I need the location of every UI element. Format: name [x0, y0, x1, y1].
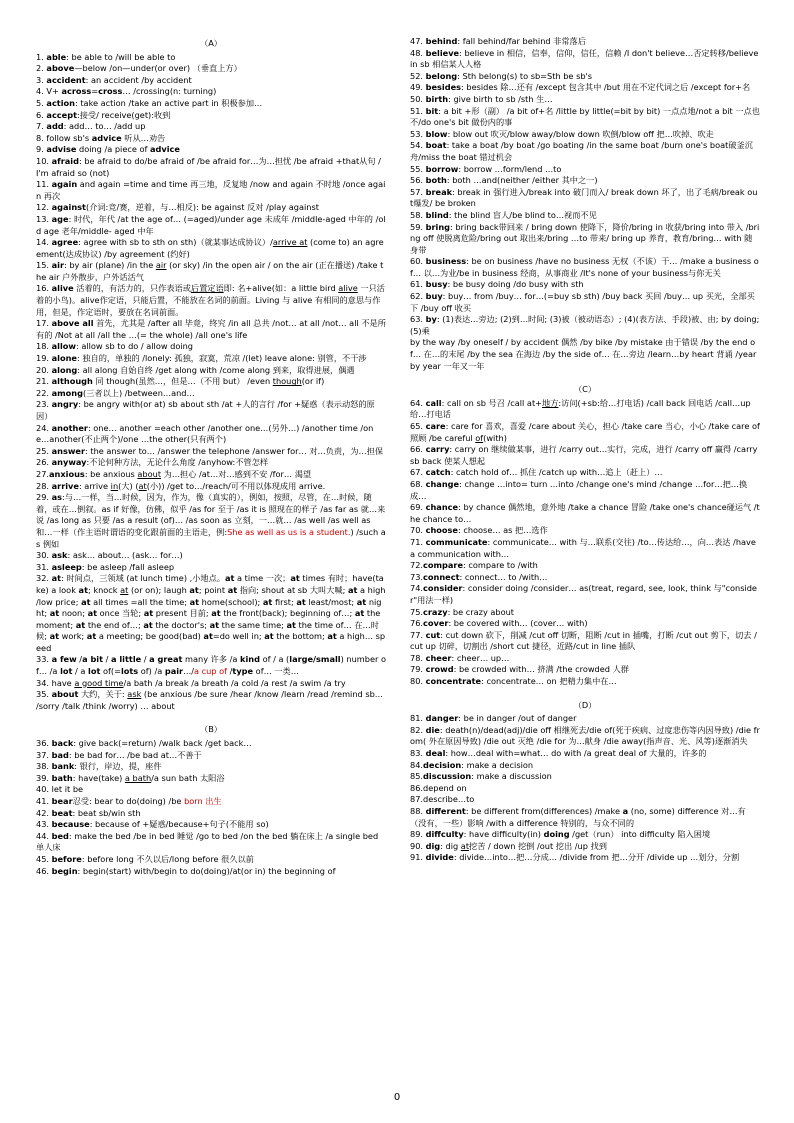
- vocab-entry: 54. boat: take a boat /by boat /go boating /in the same boat /burn one's boat破釜沉舟/miss the boat 错过机会: [410, 140, 753, 162]
- vocab-entry: 56. both: both …and(neither /either 其中之一): [410, 175, 598, 186]
- vocab-entry: 57. break: break in 强行进入/break into 破门而入/ break down 坏了，出了毛病/break out爆发/ be broken: [410, 186, 758, 209]
- vocab-entry: 23. angry: be angry with(or at) sb about sth /at +人的言行 /for +疑惑（表示动怒的原因）: [36, 399, 375, 421]
- vocab-entry: 6. accept:接受/ receive(get):收到: [36, 109, 171, 120]
- vocab-entry: 1. able: be able to /will be able to: [36, 51, 176, 62]
- vocab-entry: 53. blow: blow out 吹灭/blow away/blow down 吹倒/blow off 把…吹掉、吹走: [410, 128, 714, 139]
- vocab-entry: 44. bed: make the bed /be in bed 睡觉 /go to bed /on the bed 躺在床上 /a single bed 单人床: [36, 830, 379, 853]
- vocab-entry: 64. call: call on sb 号召 /call at+地方:访问(+sb:给…打电话) /call back 回电话 /call…up 给…打电话: [410, 397, 751, 420]
- vocab-entry: 25. answer: the answer to… /answer the telephone /answer for… 对…负责，为…担保: [36, 445, 384, 456]
- vocab-entry: by the way /by oneself / by accident 偶然 /by bike /by mistake 由于错误 /by the end of… 在…的末尾 /by the sea 在海边 /by the side of… 在…旁边 /learn…by heart 背诵 /year by year 一年又一年: [410, 337, 757, 371]
- vocab-entry: 14. agree: agree with sb to sth on sth)（就某事达成协议）/arrive at (come to) an agreement(达成协议) /by agreement (约好): [36, 237, 384, 259]
- vocab-entry: 11. again and again =time and time 再三地，反复地 /now and again 不时地 /once again 再次: [36, 179, 386, 201]
- vocab-entry: 80. concentrate: concentrate… on 把精力集中在…: [410, 676, 617, 687]
- vocab-entry: 21. although 同 though(虽然…，但是…（不用 but） /even though(or if): [36, 376, 325, 387]
- left-column: [36, 36, 386, 877]
- vocab-entry: 28. arrive: arrive in(大) (at(小)) /get to…/reach/可不用以体现成用 arrive.: [36, 480, 326, 491]
- vocab-entry: 65. care: care for 喜欢，喜爱 /care about 关心，担心 /take care 当心，小心 /take care of 照顾 /be careful of(with): [410, 421, 760, 443]
- vocab-entry: 59. bring: bring back带回来 / bring down 使降下，降价/bring in 收获/bring into 带入 /bring off 使脱离危险/bring out 取出来/bring …to 带来/ bring up 养育，教育/bring… with 随身带: [410, 221, 760, 255]
- vocab-entry: 91. divide: divide…into…把…分成… /divide from 把…分开 /divide up …划分，分割: [410, 852, 740, 863]
- vocab-entry: 38. bank: 银行，岸边，提，座件: [36, 761, 162, 772]
- vocab-entry: 5. action: take action /take an active part in 积极参加…: [36, 97, 263, 108]
- vocab-entry: 42. beat: beat sb/win sth: [36, 807, 141, 818]
- vocab-entry: 72.compare: compare to /with: [410, 560, 538, 571]
- vocab-entry: 34. have a good time/a bath /a break /a breath /a cold /a rest /a swim /a try: [36, 677, 346, 688]
- entries-b-continued: [410, 36, 760, 372]
- vocab-entry: 33. a few /a bit / a little / a great many 许多 /a kind of / a (large/small) number of… /a lot / a lot of(=lots of) /a pair…/a cup of /type of… 一类…: [36, 654, 386, 677]
- vocab-entry: 66. carry: carry on 继续做某事，进行 /carry out…实行，完成，进行 /carry off 赢得 /carry sb back 使某人想起: [410, 444, 758, 466]
- vocab-entry: 2. above—below /on—under(or over) （垂直上方）: [36, 63, 242, 74]
- vocab-entry: 36. back: give back(=return) /walk back /get back…: [36, 738, 252, 749]
- entries-b: [36, 738, 386, 877]
- vocab-entry: 52. belong: Sth belong(s) to sb=Sth be sb's: [410, 70, 593, 81]
- vocab-entry: 7. add: add… to… /add up: [36, 121, 146, 132]
- vocab-entry: 84.decision: make a decision: [410, 759, 534, 770]
- vocab-entry: 71. communicate: communicate… with 与…联系(交往) /to…传达给…，向…表达 /have a communication with…: [410, 536, 756, 559]
- vocab-entry: 45. before: before long 不久以后/long before 很久以前: [36, 853, 254, 864]
- vocab-entry: 63. by: (1)表达…旁边; (2)到…时间; (3)被（被动语态）; (4)(表方法、手段)被、由; by doing; (5)乘: [410, 314, 760, 336]
- section-a-heading: （A）: [200, 38, 222, 48]
- vocab-entry: 18. allow: allow sb to do / allow doing: [36, 341, 193, 352]
- vocab-entry: 77. cut: cut down 砍下，削减 /cut off 切断，阻断 /cut in 插嘴，打断 /cut out 剪下，切去 /cut up 切碎，切割出 /short cut 捷径，近路/cut in line 插队: [410, 629, 757, 652]
- vocab-entry: 16. alive 活着的，有活力的，只作表语或后置定语即: 名+alive(如：a little bird alive 一只活着的小鸟)。alive作定语，只能后置，不能放在名词的前面。Living 与 alive 有相同的意思与作用，但是，作定语时，要放在名词前面。: [36, 283, 385, 317]
- vocab-entry: 55. borrow: borrow …form/lend …to: [410, 163, 562, 174]
- vocab-entry: 87.describe…to: [410, 794, 475, 805]
- vocab-entry: 61. busy: be busy doing /do busy with sth: [410, 279, 584, 290]
- vocab-entry: 4. V+ across=cross… /crossing(n: turning): [36, 86, 217, 97]
- vocab-entry: 3. accident: an accident /by accident: [36, 74, 192, 85]
- vocab-entry: 62. buy: buy… from /buy… for…(=buy sb sth) /buy back 买回 /buy… up 买光，全部买下 /buy off 收买: [410, 291, 755, 313]
- vocab-entry: 30. ask: ask… about… (ask… for…): [36, 550, 183, 561]
- vocab-entry: 48. believe: believe in 相信，信奉，信仰，信任，信赖 /I don't believe…否定转移/believe in sb 相信某人人格: [410, 47, 759, 70]
- vocab-entry: 74.consider: consider doing /consider… as(treat, regard, see, look, think 与"consider"用法一样): [410, 583, 757, 605]
- vocab-entry: 29. as:与…一样，当…时候，因为，作为，像（真实的），例如，按照，尽管，在…时候，随着，或在…倒叙。as if 好像，仿佛，似乎 /as for 至于 /as it is 照现在的样子 /as far as 就…来说 /as long as 只要 /as a result (of)… /as soon as 立刻，一…就… /as well /as well as 和…一样（作主语时谓语的变化跟前面的主语走，例:She as well as us is a student.) /such as 例如: [36, 492, 386, 549]
- vocab-entry: 22. among(三者以上) /between…and…: [36, 387, 195, 398]
- vocab-entry: 88. different: be different from(differences) /make a (no, some) difference 对…有（没有，一些）影响 /with a difference 特别的，与众不同的: [410, 806, 746, 828]
- vocab-entry: 31. asleep: be asleep /fall asleep: [36, 561, 175, 572]
- vocab-entry: 32. at: 时间点，三领域 (at lunch time) ,小地点。at a time 一次；at times 有时；have(take) a look at; knock at (or on); laugh at; point at 指向; shout at sb 大叫大喊; at a high /low price; at all times =all the time; at home(school); at first; at least/most; at night; at noon; at once 当轮; at present 目前; at the front(back); beginning of…; at the moment; at the end of…; at the doctor's; at the same time; at the time of… 在…时候; at work; at a meeting; be good(bad) at=do well in; at the bottom; at a high… speed: [36, 573, 386, 653]
- vocab-entry: 12. against(介词:竞/赛，逆着，与…相反): be against 反对 /play against: [36, 202, 319, 213]
- vocab-entry: 41. bear忍受: bear to do(doing) /be born 出生: [36, 796, 222, 806]
- section-c-heading: （C）: [573, 384, 597, 395]
- vocab-entry: 70. choose: choose… as 把…选作: [410, 525, 548, 536]
- vocab-entry: 10. afraid: be afraid to do/be afraid of /be afraid for…为…担忧 /be afraid +that从句 /I'm afraid so (not): [36, 155, 381, 178]
- vocab-entry: 17. above all 首先，尤其是 /after all 毕竟，终究 /in all 总共 /not… at all /not… all 不是所有的 /Not at all /all the …(= the whole) /all one's life: [36, 318, 386, 340]
- vocab-entry: 58. blind: the blind 盲人/be blind to…视而不见: [410, 209, 597, 220]
- vocab-entry: 85.discussion: make a discussion: [410, 771, 552, 782]
- vocab-entry: 75.crazy: be crazy about: [410, 606, 515, 617]
- entries-d: [410, 713, 760, 864]
- vocab-entry: 37. bad: be bad for… /be bad at…不善于: [36, 749, 202, 760]
- vocab-entry: 90. dig: dig at挖苦 / down 挖倒 /out 挖出 /up 找到: [410, 840, 607, 851]
- vocab-entry: 79. crowd: be crowded with… 挤满 /the crowded 人群: [410, 664, 629, 675]
- vocab-entry: 67. catch: catch hold of… 抓住 /catch up with…追上（赶上）…: [410, 467, 663, 478]
- vocab-entry: 26. anyway:不论何种方法，无论什么角度 /anyhow:不管怎样: [36, 457, 269, 468]
- vocab-entry: 13. age: 时代，年代 /at the age of… (=aged)/under age 未成年 /middle-aged 中年的 /old age 老年/middle- aged 中年: [36, 213, 386, 236]
- vocab-entry: 89. diffculty: have difficulty(in) doing /get（run） into difficulty 陷入困境: [410, 829, 711, 840]
- vocab-entry: 81. danger: be in danger /out of danger: [410, 713, 577, 724]
- vocab-entry: 46. begin: begin(start) with/begin to do(doing)/at(or in) the beginning of: [36, 865, 336, 876]
- vocab-entry: 76.cover: be covered with… (cover… with): [410, 618, 588, 629]
- vocab-entry: 19. alone: 独自的，单独的 /lonely: 孤独，寂寞，荒凉 /(let) leave alone: 别管，不干涉: [36, 353, 367, 364]
- entries-c: [410, 398, 760, 688]
- vocab-entry: 43. because: because of +疑惑/because+句子(不能用 so): [36, 819, 269, 830]
- page-number: 0: [393, 1092, 401, 1103]
- vocab-entry: 20. along: all along 自始自终 /get along with /come along 到来，取得进展，偶遇: [36, 364, 355, 375]
- vocab-entry: 50. birth: give birth to sb /sth 生…: [410, 93, 553, 104]
- vocab-entry: 9. advise doing /a piece of advice: [36, 144, 180, 155]
- vocab-entry: 49. besides: besides 除…还有 /except 包含其中 /but 用在不定代词之后 /except for+名: [410, 82, 751, 93]
- right-column: [410, 36, 760, 864]
- section-b-heading: （B）: [200, 724, 222, 735]
- vocab-entry: 35. about 大约，关于: ask (be anxious /be sure /hear /know /learn /read /remind sb… /sorry /talk /think /worry) … about: [36, 689, 383, 711]
- vocab-entry: 8. follow sb's advice 听从…劝告: [36, 132, 166, 143]
- vocab-entry: 82. die: death(n)/dead(adj)/die off 相继死去/die of(死于疾病、过度悲伤等内因导致) /die from( 外在原因导致) /die out 灭绝 /die for 为…献身 /die away(指声音、光、风等)逐渐消失: [410, 724, 760, 747]
- vocab-entry: 60. business: be on business /have no business 无权（不该）干… /make a business of… 以…为业/be in business 经商，从事商业 /It's none of your business与你无关: [410, 256, 759, 278]
- vocab-entry: 40. let it be: [36, 784, 84, 795]
- vocab-entry: 68. change: change …into= turn …into /change one's mind /change …for…把…换成…: [410, 478, 748, 501]
- vocab-entry: 69. chance: by chance 偶然地，意外地 /take a chance 冒险 /take one's chance碰运气 /the chance to…: [410, 502, 760, 524]
- vocab-entry: 51. bit: a bit +形（副） /a bit of+名 /little by little(=bit by bit) 一点点地/not a bit 一点也不/do one's bit 做份内的事: [410, 105, 760, 128]
- vocab-entry: 78. cheer: cheer… up…: [410, 652, 510, 663]
- vocab-entry: 86.depend on: [410, 782, 467, 793]
- entries-a: [36, 52, 386, 713]
- vocab-entry: 24. another: one… another =each other /another one…(另外…) /another time /one…another(不止两个)/one …the other(只有两个): [36, 422, 374, 445]
- vocab-entry: 27.anxious: be anxious about 为…担心 /at…对…感到不安 /for… 渴望: [36, 468, 312, 479]
- vocab-entry: 15. air: by air (plane) /in the air (or sky) /in the open air / on the air (正在播送) /take the air 户外散步，户外话活气: [36, 260, 384, 282]
- vocab-entry: 83. deal: how…deal with=what… do with /a great deal of 大量的，许多的: [410, 748, 707, 759]
- section-d-heading: （D）: [573, 699, 597, 710]
- vocab-entry: 47. behind: fall behind/far behind 非常落后: [410, 36, 586, 46]
- vocab-entry: 39. bath: have(take) a bath/a sun bath 太阳浴: [36, 772, 225, 783]
- vocab-entry: 73.connect: connect… to /with…: [410, 571, 548, 582]
